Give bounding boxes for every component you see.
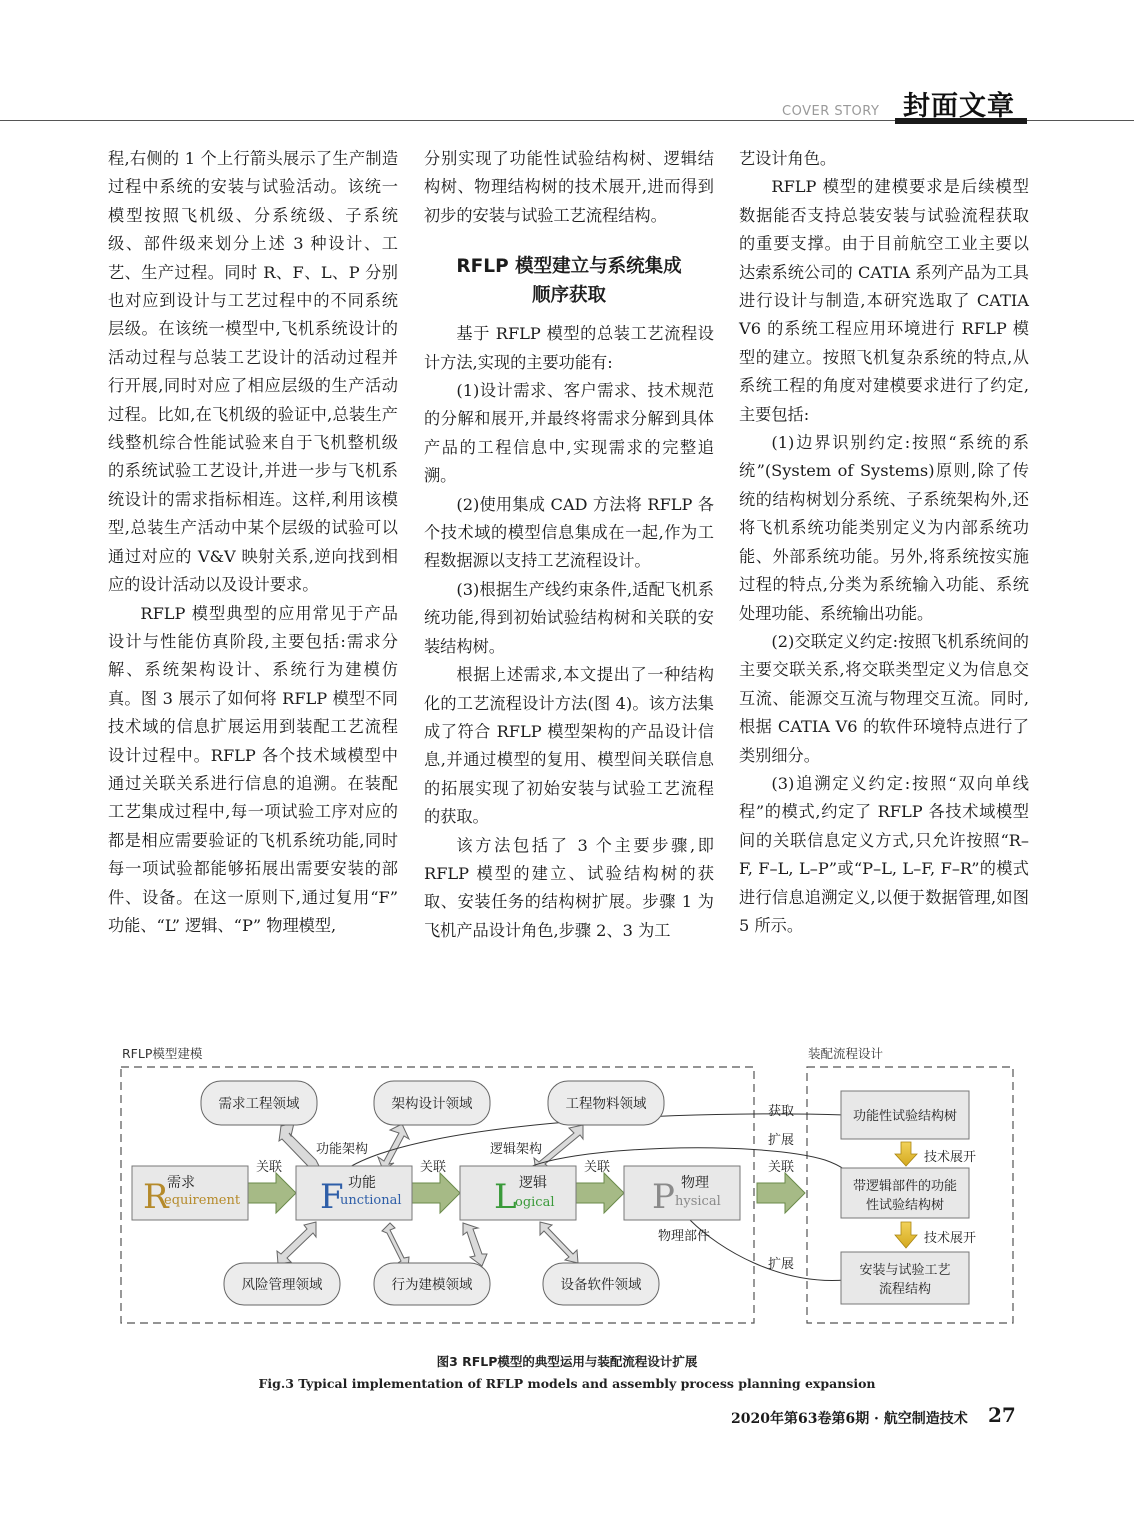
physical-letter: P: [652, 1177, 675, 1217]
paragraph: (3)根据生产线约束条件,适配飞机系统功能,得到初始试验结构树和关联的安装结构树。: [424, 579, 714, 656]
assembly-box-label: 功能性试验结构树: [852, 1109, 958, 1124]
link-arrow-r-f: [248, 1173, 296, 1213]
paragraph: (2)交联定义约定:按照飞机系统间的主要交联关系,将交联类型定义为信息交互流、能源交互流与物理交互流。同时,根据 CATIA V6 的软件环境特点进行了类别细分。: [739, 631, 1029, 765]
header-section-en: COVER STORY: [782, 104, 880, 119]
domain-label: 风险管理领域: [241, 1277, 323, 1293]
expand-label: 技术展开: [924, 1150, 977, 1165]
paragraph: (2)使用集成 CAD 方法将 RFLP 各个技术域的模型信息集成在一起,作为工程数据源以支持工艺流程设计。: [424, 494, 714, 571]
logical-box: [460, 1166, 576, 1220]
down-arrow: [895, 1222, 917, 1248]
domain-label: 需求工程领域: [218, 1096, 300, 1112]
double-arrow: [378, 1124, 409, 1170]
down-arrow: [895, 1142, 917, 1166]
curve-label: 逻辑架构: [490, 1142, 543, 1157]
paragraph: 艺设计角色。: [739, 149, 837, 168]
paragraph: 根据上述需求,本文提出了一种结构化的工艺流程设计方法(图 4)。该方法集成了符合 RFLP 模型架构的产品设计信息,并通过模型的复用、模型间关联信息的拓展实现了初始安装与试验工艺流程的获取。: [424, 665, 714, 827]
expand-label: 技术展开: [924, 1231, 977, 1246]
bottom-domain-boxes: [224, 1263, 659, 1305]
functional-en: unctional: [340, 1193, 402, 1208]
link-label: 关联: [420, 1160, 447, 1175]
link-arrow-l-p: [576, 1173, 624, 1213]
curve-label: 物理部件: [658, 1229, 711, 1244]
link-label: 关联: [584, 1160, 611, 1175]
physical-cn: 物理: [681, 1175, 709, 1191]
figure-caption-cn: 图3 RFLP模型的典型运用与装配流程设计扩展: [436, 1354, 698, 1369]
paragraph: (1)边界识别约定:按照“系统的系统”(System of Systems)原则,除了传统的结构树划分系统、子系统架构外,还将飞机系统功能类别定义为内部系统功能、外部系统功能。另外,将系统按实施过程的特点,分类为系统输入功能、系统处理功能、系统输出功能。: [739, 433, 1029, 623]
double-arrow: [279, 1123, 319, 1170]
section-heading-line1: RFLP 模型建立与系统集成: [456, 256, 682, 278]
group-label-assembly: 装配流程设计: [808, 1046, 884, 1061]
side-label: 扩展: [768, 1133, 795, 1148]
domain-label: 行为建模领域: [391, 1277, 473, 1293]
top-domain-boxes: [201, 1081, 664, 1125]
requirement-letter: R: [143, 1177, 169, 1217]
link-label: 关联: [256, 1160, 283, 1175]
double-arrow: [277, 1222, 316, 1264]
paragraph: 程,右侧的 1 个上行箭头展示了生产制造过程中系统的安装与试验活动。该统一模型按照飞机级、分系统级、子系统级、部件级来划分上述 3 种设计、工艺、生产过程。同时 R、F、L、P 分别也对应到设计与工艺过程中的不同系统层级。在该统一模型中,飞机系统设计的活动过程与总装工艺设计的活动过程并行开展,同时对应了相应层级的生产活动过程。比如,在飞机级的验证中,总装生产线整机综合性能试验来自于飞机整机级的系统试验工艺设计,并进一步与飞机系统设计的需求指标相连。这样,利用该模型,总装生产活动中某个层级的试验可以通过对应的 V&V 映射关系,逆向找到相应的设计活动以及设计要求。: [108, 149, 398, 595]
assembly-boxes: [841, 1091, 969, 1304]
domain-label: 架构设计领域: [391, 1096, 473, 1112]
double-arrow: [540, 1222, 578, 1263]
logical-letter: L: [494, 1177, 517, 1217]
header-section-cn: 封面文章: [903, 91, 1015, 122]
link-arrow-f-l: [412, 1173, 460, 1213]
functional-cn: 功能: [348, 1175, 376, 1191]
assembly-box-label: 流程结构: [878, 1282, 932, 1297]
page-number: 27: [988, 1403, 1016, 1427]
link-arrow-p-assembly: [757, 1173, 805, 1213]
paragraph: (3)追溯定义约定:按照“双向单线程”的模式,约定了 RFLP 各技术域模型间的关联信息定义方式,只允许按照“R–F, F–L, L–P”或“P–L, L–F, F–R”的模式进行信息追溯定义,以便于数据管理,如图 5 所示。: [739, 773, 1029, 935]
requirement-cn: 需求: [167, 1175, 195, 1191]
physical-en: hysical: [675, 1194, 721, 1209]
double-arrow: [382, 1223, 409, 1269]
assembly-box-label: 性试验结构树: [865, 1198, 945, 1213]
paragraph: RFLP 模型的建模要求是后续模型数据能否支持总装安装与试验流程获取的重要支撑。由于目前航空工业主要以达索系统公司的 CATIA 系列产品为工具进行设计与制造,本研究选取了 CATIA V6 的系统工程应用环境进行 RFLP 模型的建立。按照飞机复杂系统的特点,从系统工程的角度对建模要求进行了约定,主要包括:: [739, 177, 1029, 424]
functional-letter: F: [320, 1177, 344, 1217]
logical-en: ogical: [515, 1195, 555, 1210]
paragraph: (1)设计需求、客户需求、技术规范的分解和展开,并最终将需求分解到具体产品的工程信息中,实现需求的完整追溯。: [424, 381, 714, 486]
paragraph: 该方法包括了 3 个主要步骤,即 RFLP 模型的建立、试验结构树的获取、安装任务的结构树扩展。步骤 1 为飞机产品设计角色,步骤 2、3 为工: [424, 835, 714, 940]
section-heading-line2: 顺序获取: [531, 285, 606, 307]
paragraph: RFLP 模型典型的应用常见于产品设计与性能仿真阶段,主要包括:需求分解、系统架构设计、系统行为建模仿真。图 3 展示了如何将 RFLP 模型不同技术域的信息扩展运用到装配工艺流程设计过程中。RFLP 各个技术域模型中通过关联关系进行信息的追溯。在装配工艺集成过程中,每一项试验工序对应的都是相应需要验证的飞机系统功能,同时每一项试验都能够拓展出需要安装的部件、设备。在这一原则下,通过复用“F” 功能、“L” 逻辑、“P” 物理模型,: [108, 603, 398, 935]
journal-footer: 2020年第63卷第6期 · 航空制造技术: [731, 1411, 968, 1427]
side-label: 获取: [768, 1104, 795, 1119]
domain-label: 工程物料领域: [565, 1096, 647, 1112]
group-label-rflp: RFLP模型建模: [122, 1046, 203, 1061]
curve-label: 功能架构: [316, 1142, 369, 1157]
logical-cn: 逻辑: [519, 1175, 547, 1191]
paragraph: 基于 RFLP 模型的总装工艺流程设计方法,实现的主要功能有:: [424, 324, 714, 372]
paragraph: 分别实现了功能性试验结构树、逻辑结构树、物理结构树的技术展开,进而得到初步的安装与试验工艺流程结构。: [424, 149, 714, 225]
assembly-box-label: 带逻辑部件的功能: [852, 1179, 958, 1194]
double-arrow: [463, 1223, 487, 1266]
side-label: 扩展: [768, 1257, 795, 1272]
assembly-box-label: 安装与试验工艺: [859, 1263, 951, 1278]
link-label: 关联: [768, 1160, 795, 1175]
figure-caption-en: Fig.3 Typical implementation of RFLP models and assembly process planning expansion: [258, 1376, 876, 1391]
requirement-en: equirement: [164, 1193, 241, 1208]
domain-label: 设备软件领域: [560, 1277, 642, 1293]
